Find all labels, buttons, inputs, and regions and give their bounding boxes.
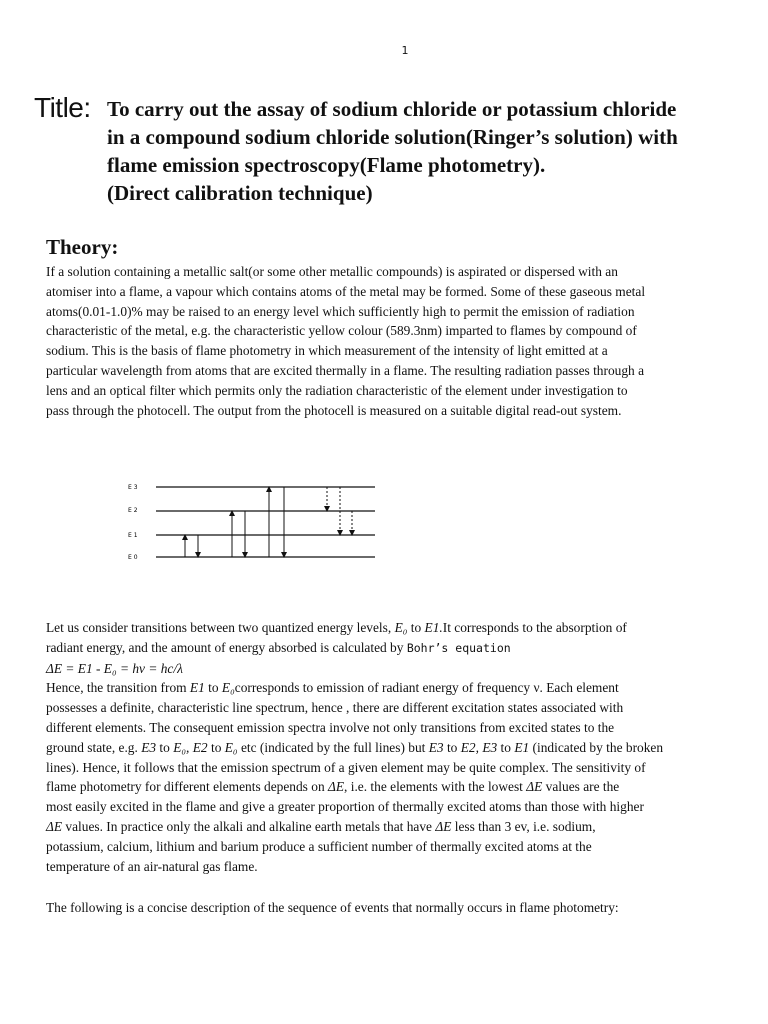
energy-level-diagram xyxy=(118,475,388,580)
text-line: atomiser into a flame, a vapour which contains atoms of the metal may be formed. Some of these gaseous metal xyxy=(46,283,646,299)
text-line: lens and an optical filter which permits only the radiation characteristic of the element under investigation to xyxy=(46,382,628,398)
level-label-e2: E 2 xyxy=(128,507,138,514)
theory-heading: Theory: xyxy=(46,235,119,259)
text-line: ground state, e.g. E3 to E₀, E2 to E₀ etc (indicated by the full lines) but E3 to E2, E3 to E1 (indicated by the broken xyxy=(46,739,664,755)
level-label-e0: E 0 xyxy=(128,554,138,561)
title-line: (Direct calibration technique) xyxy=(107,181,373,205)
text-line: ΔE values. In practice only the alkali and alkaline earth metals that have ΔE less than 3 ev, i.e. sodium, xyxy=(46,818,596,834)
title-line: To carry out the assay of sodium chloride or potassium chloride xyxy=(107,97,677,121)
title-text xyxy=(107,95,747,207)
theory-paragraph xyxy=(46,262,736,420)
text-line: temperature of an air-natural gas flame. xyxy=(46,858,258,874)
text-line: characteristic of the metal, e.g. the characteristic yellow colour (589.3nm) imparted to flames by compound of xyxy=(46,323,637,339)
text-line: most easily excited in the flame and give a greater proportion of thermally excited atoms than those with higher xyxy=(46,799,644,815)
bohr-equation-label: Bohr’s equation xyxy=(406,640,511,655)
text-line: atoms(0.01-1.0)% may be raised to an energy level which sufficiently high to permit the emission of radiation xyxy=(46,303,635,319)
text-line: pass through the photocell. The output from the photocell is measured on a suitable digital read-out system. xyxy=(46,402,622,418)
text-line: flame photometry for different elements depends on ΔE, i.e. the elements with the lowest ΔE values are the xyxy=(46,779,620,795)
text-line: potassium, calcium, lithium and barium produce a sufficient number of thermally excited atoms at the xyxy=(46,838,592,854)
text-line: lines). Hence, it follows that the emission spectrum of a given element may be quite complex. The sensitivity of xyxy=(46,759,646,775)
transitions-paragraph xyxy=(46,618,736,876)
text-line: Let us consider transitions between two quantized energy levels, E₀ to E1.It corresponds to the absorption of xyxy=(46,620,627,635)
text-line: radiant energy, and the amount of energy absorbed is calculated by Bohr’s equation xyxy=(46,639,511,655)
text-line: particular wavelength from atoms that are excited thermally in a flame. The resulting radiation passes through a xyxy=(46,362,645,378)
energy-level-svg xyxy=(118,475,388,575)
text-line: Hence, the transition from E1 to E₀corresponds to emission of radiant energy of frequency ν. Each element xyxy=(46,680,619,696)
level-label-e3: E 3 xyxy=(128,484,138,491)
level-label-e1: E 1 xyxy=(128,532,138,539)
sequence-intro-paragraph xyxy=(46,898,736,918)
title-line: in a compound sodium chloride solution(Ringer’s solution) with xyxy=(107,125,678,149)
text-line: If a solution containing a metallic salt(or some other metallic compounds) is aspirated or dispersed with an xyxy=(46,264,618,279)
text-line: The following is a concise description of the sequence of events that normally occurs in flame photometry: xyxy=(46,900,619,915)
text-line: sodium. This is the basis of flame photometry in which measurement of the intensity of light emitted at a xyxy=(46,343,608,359)
title-line: flame emission spectroscopy(Flame photometry). xyxy=(107,153,546,177)
text-line: different elements. The consequent emission spectra involve not only transitions from excited states to the xyxy=(46,719,615,735)
text-line: possesses a definite, characteristic line spectrum, hence , there are different excitation states associated with xyxy=(46,700,624,716)
bohr-equation: ΔE = E1 - E₀ = hν = hc/λ xyxy=(46,660,183,676)
title-label: Title: xyxy=(34,92,91,123)
page-number: 1 xyxy=(401,44,409,57)
